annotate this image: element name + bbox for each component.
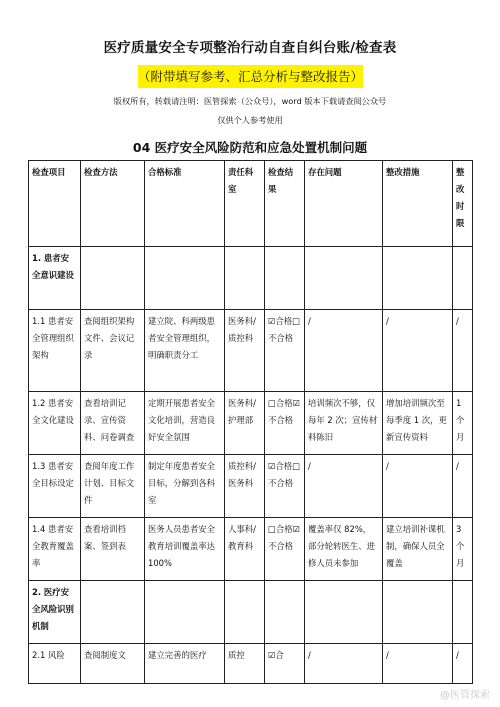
header-cell: 合格标准	[145, 161, 225, 247]
inspection-table	[28, 160, 473, 684]
table-cell	[383, 247, 453, 310]
table-row	[29, 644, 473, 684]
header-cell: 整改措施	[383, 161, 453, 247]
table-cell: 覆盖率仅 82%，部分轮转医生、进修人员未参加	[305, 518, 383, 581]
table-cell: 1.1 患者安全管理组织架构	[29, 310, 81, 392]
table-cell: 建立完善的医疗	[145, 644, 225, 684]
table-cell: 查看培训记录、宣传资料、问卷调查	[81, 392, 145, 455]
copyright-note: 版权所有，转载请注明：医管探索（公众号），word 版本下载请查阅公众号	[113, 96, 387, 106]
table-cell: ☑合格□不合格	[265, 455, 305, 518]
table-cell: 医务科/质控科	[225, 310, 265, 392]
table-cell	[305, 247, 383, 310]
header-cell: 责任科室	[225, 161, 265, 247]
header-cell: 检查项目	[29, 161, 81, 247]
table-cell: 质控科/医务科	[225, 455, 265, 518]
table-cell	[225, 581, 265, 644]
table-cell: 1. 患者安全意识建设	[29, 247, 81, 310]
header-cell: 整改时限	[453, 161, 473, 247]
table-cell	[383, 581, 453, 644]
table-cell	[265, 581, 305, 644]
table-cell	[145, 581, 225, 644]
table-cell: 查阅制度文	[81, 644, 145, 684]
table-cell: /	[305, 455, 383, 518]
table-cell: 2. 医疗安全风险识别机制	[29, 581, 81, 644]
table-cell: □合格☑不合格	[265, 392, 305, 455]
table-cell: /	[453, 644, 473, 684]
table-cell: 人事科/教育科	[225, 518, 265, 581]
table-cell: 质控	[225, 644, 265, 684]
table-row	[29, 455, 473, 518]
header-cell: 检查结果	[265, 161, 305, 247]
table-cell: 查看培训档案、签到表	[81, 518, 145, 581]
table-cell: /	[305, 644, 383, 684]
table-cell: 增加培训频次至每季度 1 次，更新宣传资料	[383, 392, 453, 455]
table-cell: 建立院、科两级患者安全管理组织，明确职责分工	[145, 310, 225, 392]
table-cell: 医务科/护理部	[225, 392, 265, 455]
usage-note: 仅供个人参考使用	[217, 115, 283, 125]
table-cell	[305, 581, 383, 644]
table-cell	[81, 247, 145, 310]
table-cell: 2.1 风险	[29, 644, 81, 684]
table-row	[29, 518, 473, 581]
table-cell: /	[305, 310, 383, 392]
table-cell: 查阅组织架构文件、会议记录	[81, 310, 145, 392]
table-row	[29, 581, 473, 644]
table-cell: /	[453, 310, 473, 392]
table-cell: /	[453, 455, 473, 518]
table-cell: 查阅年度工作计划、目标文件	[81, 455, 145, 518]
table-cell: 1.4 患者安全教育覆盖率	[29, 518, 81, 581]
table-cell: /	[383, 455, 453, 518]
header-cell: 检查方法	[81, 161, 145, 247]
header-cell: 存在问题	[305, 161, 383, 247]
table-cell: □合格☑不合格	[265, 518, 305, 581]
table-row	[29, 310, 473, 392]
table-cell	[225, 247, 265, 310]
table-cell: 医务人员患者安全教育培训覆盖率达 100%	[145, 518, 225, 581]
table-cell	[265, 247, 305, 310]
table-cell: 1.3 患者安全目标设定	[29, 455, 81, 518]
table-cell	[81, 581, 145, 644]
section-heading: 04 医疗安全风险防范和应急处置机制问题	[132, 140, 368, 155]
table-row	[29, 392, 473, 455]
watermark: @医管探索	[440, 690, 490, 701]
table-cell: /	[383, 310, 453, 392]
table-cell: /	[383, 644, 453, 684]
table-cell: 1个月	[453, 392, 473, 455]
table-cell	[145, 247, 225, 310]
table-cell: ☑合	[265, 644, 305, 684]
table-cell: 制定年度患者安全目标，分解到各科室	[145, 455, 225, 518]
table-cell: 3个月	[453, 518, 473, 581]
document-title: 医疗质量安全专项整治行动自查自纠台账/检查表	[103, 40, 397, 56]
table-cell: 1.2 患者安全文化建设	[29, 392, 81, 455]
table-cell: 培训频次不够，仅每年 2 次；宣传材料陈旧	[305, 392, 383, 455]
table-cell	[453, 247, 473, 310]
table-cell: ☑合格□不合格	[265, 310, 305, 392]
table-row	[29, 247, 473, 310]
table-cell: 建立培训补课机制，确保人员全覆盖	[383, 518, 453, 581]
table-cell: 定期开展患者安全文化培训，营造良好安全氛围	[145, 392, 225, 455]
highlight-subtitle: （附带填写参考、汇总分析与整改报告）	[138, 65, 363, 88]
table-cell	[453, 581, 473, 644]
table-header-row	[29, 161, 473, 247]
